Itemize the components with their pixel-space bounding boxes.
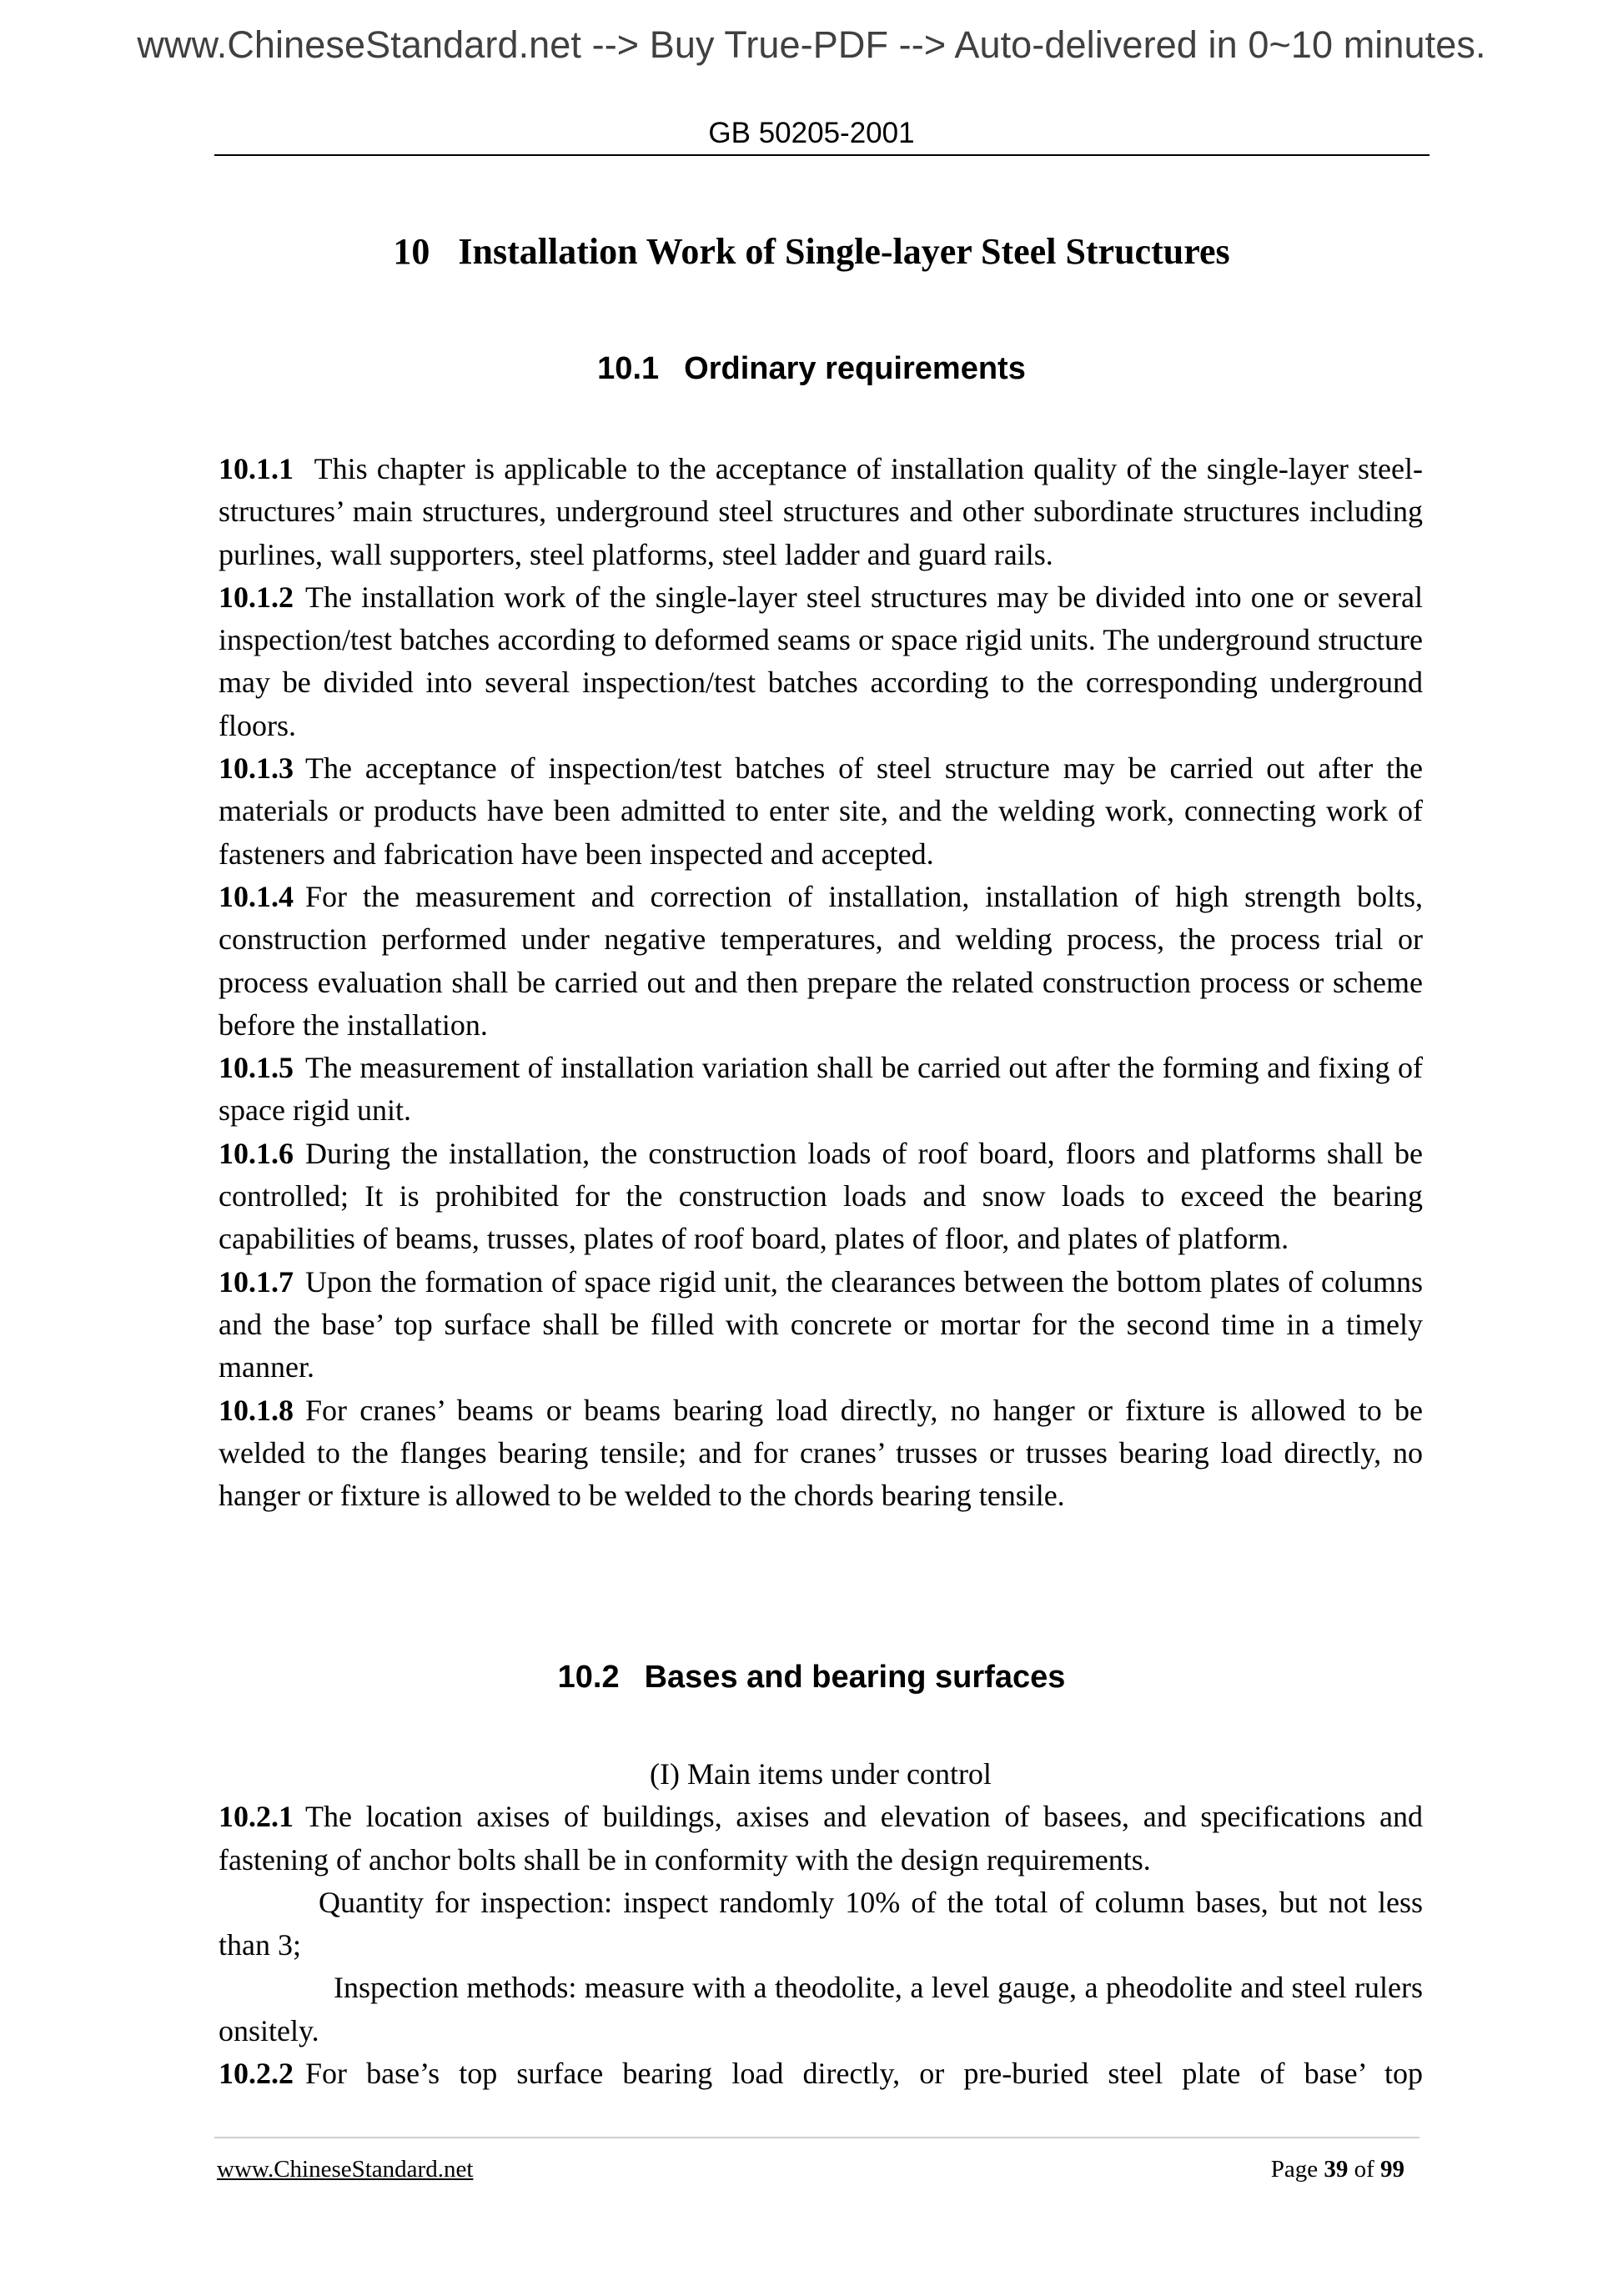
- chapter-title: [0, 230, 1623, 273]
- clause-text: Upon the formation of space rigid unit, the clearances between the bottom plates of columns and the base’ top surface shall be filled with concrete or mortar for the second time in a timely manner.: [219, 1264, 1423, 1384]
- clause-number: 10.1.1: [219, 452, 294, 485]
- page-total: 99: [1380, 2156, 1404, 2183]
- section-number: 10.1: [597, 351, 660, 386]
- clause-number: 10.1.3: [219, 751, 294, 786]
- clause-number: 10.1.6: [219, 1136, 294, 1170]
- header-divider: [214, 154, 1430, 156]
- clause-number: 10.2.1: [219, 1800, 294, 1834]
- clause-10-1-5: [219, 1047, 1423, 1133]
- clause-10-1-6: [219, 1133, 1423, 1261]
- section-title-text: Ordinary requirements: [684, 351, 1026, 386]
- chapter-title-text: Installation Work of Single-layer Steel Structures: [458, 231, 1230, 272]
- chapter-number: 10: [393, 231, 430, 272]
- clause-text: For base’s top surface bearing load directly, or pre-buried steel plate of base’ top: [305, 2057, 1423, 2091]
- clause-10-1-4: [219, 876, 1423, 1047]
- page-current: 39: [1324, 2156, 1349, 2183]
- clause-number: 10.1.5: [219, 1051, 294, 1085]
- clause-number: 10.1.8: [219, 1393, 294, 1427]
- clause-10-2-2: [219, 2052, 1423, 2095]
- standard-code: GB 50205-2001: [708, 117, 915, 149]
- page-label: Page: [1270, 2156, 1319, 2183]
- subheading-main-items: (I) Main items under control: [650, 1757, 992, 1791]
- section-2-body: [219, 1753, 1423, 2095]
- section-title-10-1: [0, 351, 1623, 387]
- clause-10-1-7: [219, 1261, 1423, 1389]
- clause-10-1-2: [219, 576, 1423, 747]
- clause-10-1-1: [219, 448, 1423, 576]
- clause-text: For cranes’ beams or beams bearing load directly, no hanger or fixture is allowed to be welded to the flanges bearing tensile; and for cranes’ trusses or trusses bearing load directly, no hanger or fixture is allowed to be welded to the chords bearing tensile.: [219, 1393, 1423, 1513]
- clause-number: 10.2.2: [219, 2057, 294, 2091]
- section-title-10-2: [0, 1660, 1623, 1696]
- clause-10-1-8: [219, 1389, 1423, 1518]
- site-banner: www.ChineseStandard.net --> Buy True-PDF --> Auto-delivered in 0~10 minutes.: [137, 23, 1486, 66]
- page-of-label: of: [1354, 2156, 1374, 2183]
- clause-text: During the installation, the construction loads of roof board, floors and platforms shall be controlled; It is prohibited for the construction loads and snow loads to exceed the bearing capabilities of beams, trusses, plates of roof board, plates of floor, and plates of platform.: [219, 1136, 1423, 1256]
- footer-site-link[interactable]: www.ChineseStandard.net: [217, 2156, 474, 2183]
- clause-text: This chapter is applicable to the acceptance of installation quality of the single-layer steel-structures’ main structures, underground steel structures and other subordinate structures including purlines, wall supporters, steel platforms, steel ladder and guard rails.: [219, 452, 1423, 571]
- clause-text: For the measurement and correction of installation, installation of high strength bolts, construction performed under negative temperatures, and welding process, the process trial or process evaluation shall be carried out and then prepare the related construction process or scheme before the installation.: [219, 879, 1423, 1042]
- clause-text: The location axises of buildings, axises and elevation of basees, and specifications and fastening of anchor bolts shall be in conformity with the design requirements.: [219, 1800, 1423, 1876]
- footer-divider: [214, 2137, 1419, 2138]
- clause-10-2-1: [219, 1796, 1423, 1882]
- section-title-text: Bases and bearing surfaces: [644, 1660, 1066, 1695]
- clause-number: 10.1.7: [219, 1264, 294, 1299]
- section-1-body: [219, 448, 1423, 1517]
- inspection-methods: Inspection methods: measure with a theodolite, a level gauge, a pheodolite and steel rulers onsitely.: [219, 1971, 1423, 2047]
- clause-10-1-3: [219, 747, 1423, 876]
- clause-number: 10.1.4: [219, 879, 294, 913]
- clause-text: The acceptance of inspection/test batches of steel structure may be carried out after the materials or products have been admitted to enter site, and the welding work, connecting work of fasteners and fabrication have been inspected and accepted.: [219, 751, 1423, 871]
- inspection-quantity: Quantity for inspection: inspect randomly 10% of the total of column bases, but not less than 3;: [219, 1885, 1423, 1962]
- clause-text: The installation work of the single-layer steel structures may be divided into one or several inspection/test batches according to deformed seams or space rigid units. The underground structure may be divided into several inspection/test batches according to the corresponding underground floors.: [219, 580, 1423, 742]
- section-number: 10.2: [557, 1660, 620, 1695]
- clause-number: 10.1.2: [219, 580, 294, 614]
- page-number: [1271, 2156, 1404, 2183]
- clause-text: The measurement of installation variation shall be carried out after the forming and fixing of space rigid unit.: [219, 1051, 1423, 1128]
